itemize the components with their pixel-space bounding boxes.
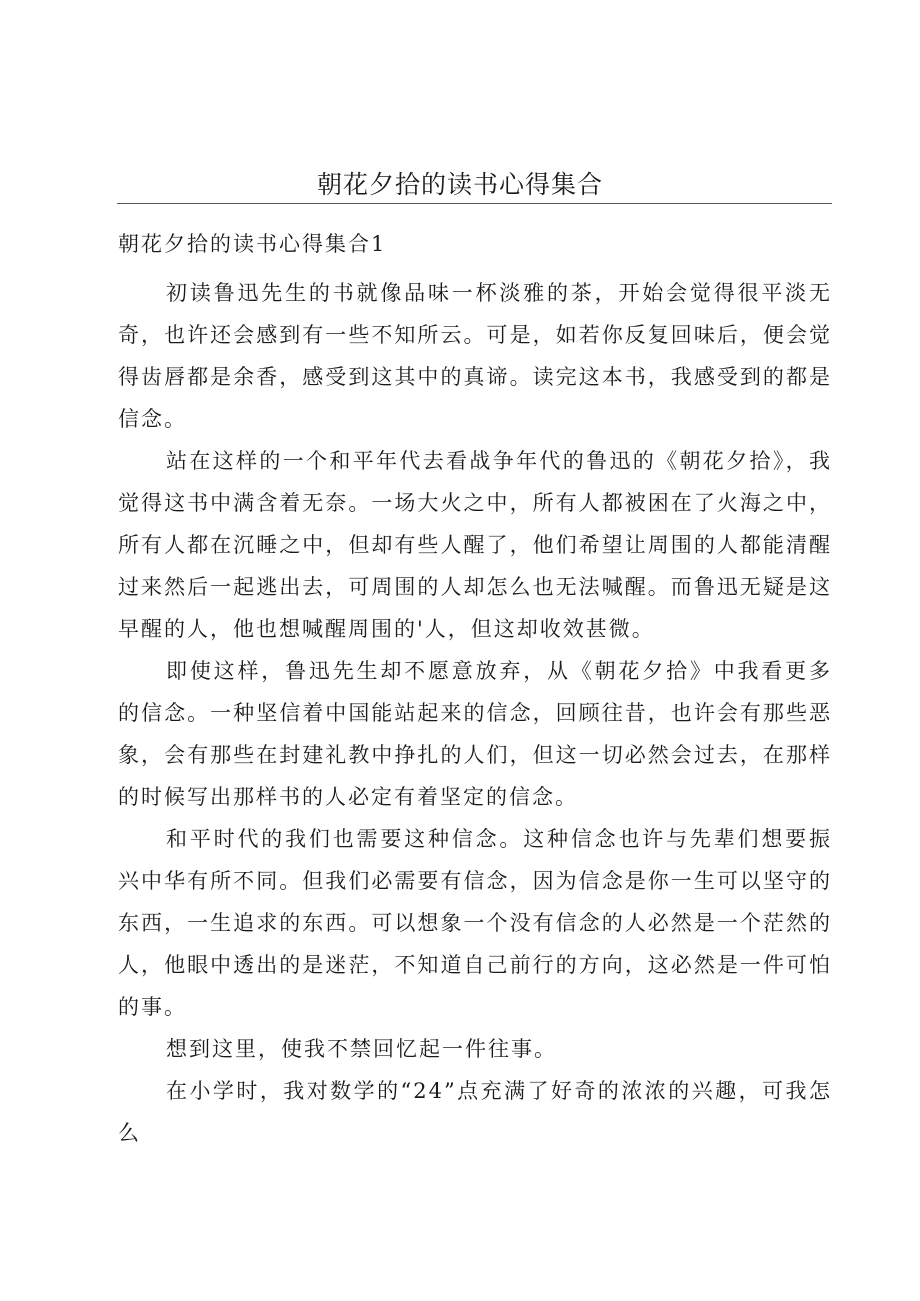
paragraph: 想到这里，使我不禁回忆起一件往事。 [166, 1037, 557, 1061]
paragraph: 即使这样，鲁迅先生却不愿意放弃，从《朝花夕拾》中我看更多的信念。一种坚信着中国能站起来的信念，回顾往昔，也许会有那些恶象，会有那些在封建礼教中挣扎的人们，但这一切必然会过去，在那样的时候写出那样书的人必定有着坚定的信念。 [118, 659, 832, 809]
paragraph: 初读鲁迅先生的书就像品味一杯淡雅的茶，开始会觉得很平淡无奇，也许还会感到有一些不知所云。可是，如若你反复回味后，便会觉得齿唇都是余香，感受到这其中的真谛。读完这本书，我感受到的都是信念。 [118, 281, 832, 431]
section-heading: 朝花夕拾的读书心得集合1 [118, 232, 387, 256]
paragraph: 在小学时，我对数学的“24”点充满了好奇的浓浓的兴趣，可我怎么 [118, 1079, 832, 1145]
document-title: 朝花夕拾的读书心得集合 [316, 170, 603, 199]
title-divider [117, 203, 832, 204]
paragraph: 和平时代的我们也需要这种信念。这种信念也许与先辈们想要振兴中华有所不同。但我们必需要有信念，因为信念是你一生可以坚守的东西，一生追求的东西。可以想象一个没有信念的人必然是一个茫然的人，他眼中透出的是迷茫，不知道自己前行的方向，这必然是一件可怕的事。 [118, 827, 832, 1019]
paragraph: 站在这样的一个和平年代去看战争年代的鲁迅的《朝花夕拾》，我觉得这书中满含着无奈。一场大火之中，所有人都被困在了火海之中，所有人都在沉睡之中，但却有些人醒了，他们希望让周围的人都能清醒过来然后一起逃出去，可周围的人却怎么也无法喊醒。而鲁迅无疑是这早醒的人，他也想喊醒周围的'人，但这却收效甚微。 [118, 449, 832, 641]
body-text [118, 272, 832, 1154]
